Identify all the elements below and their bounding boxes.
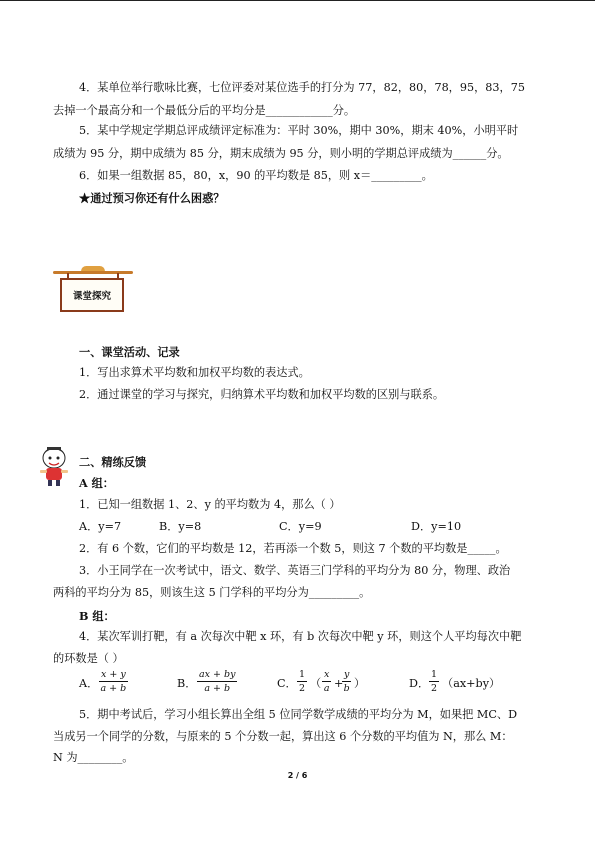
fraction-c-a: a bbox=[323, 683, 330, 694]
page-number: 2 / 6 bbox=[287, 771, 308, 780]
fraction-c-half-denominator: 2 bbox=[299, 683, 306, 694]
question-a1-option-b: B．y=8 bbox=[159, 520, 202, 533]
option-d-expression: （ax+by） bbox=[442, 677, 501, 690]
question-b4-option-c-label: C． bbox=[277, 677, 297, 690]
section-1-item-1: 1．写出求算术平均数和加权平均数的表达式。 bbox=[79, 366, 310, 379]
fraction-b bbox=[197, 669, 237, 694]
sign-label: 课堂探究 bbox=[72, 291, 111, 302]
fraction-a-denominator: a + b bbox=[100, 683, 127, 694]
fraction-a bbox=[99, 669, 128, 694]
fraction-a-numerator: x + y bbox=[101, 669, 126, 680]
fraction-d-half-denominator: 2 bbox=[431, 683, 438, 694]
fraction-c-x-over-a bbox=[322, 669, 331, 694]
question-4-line-1: 4．某单位举行歌咏比赛，七位评委对某位选手的打分为 77，82，80，78，95，83，75 bbox=[79, 81, 525, 94]
question-a3-line-1: 3．小王同学在一次考试中，语文、数学、英语三门学科的平均分为 80 分，物理、政治 bbox=[79, 564, 511, 577]
question-4-line-2: 去掉一个最高分和一个最低分后的平均分是____________分。 bbox=[53, 104, 356, 117]
fraction-b-denominator: a + b bbox=[204, 683, 231, 694]
group-b-label: B 组： bbox=[79, 609, 115, 623]
group-a-label: A 组： bbox=[79, 476, 114, 490]
student-mascot-icon bbox=[37, 443, 71, 487]
page-top-border bbox=[0, 0, 595, 1]
sign-board bbox=[60, 278, 124, 312]
sign-rod bbox=[53, 271, 133, 274]
question-b4-option-d-label: D． bbox=[409, 677, 430, 690]
question-5-line-2: 成绩为 95 分，期中成绩为 85 分，期末成绩为 95 分，则小明的学期总评成绩为______分。 bbox=[53, 147, 509, 160]
confusion-prompt: ★通过预习你还有什么困惑？ bbox=[79, 191, 225, 205]
question-a1-option-c: C．y=9 bbox=[279, 520, 322, 533]
section-2-title: 二、精练反馈 bbox=[79, 455, 147, 469]
question-6: 6．如果一组数据 85，80，x，90 的平均数是 85，则 x＝_________。 bbox=[79, 169, 433, 182]
option-c-plus: + bbox=[334, 677, 344, 690]
fraction-c-half bbox=[297, 669, 307, 694]
class-inquiry-sign bbox=[53, 266, 133, 314]
fraction-c-x: x bbox=[324, 669, 330, 680]
question-b5-line-2: 当成另一个同学的分数，与原来的 5 个分数一起，算出这 6 个分数的平均值为 N，那么 M： bbox=[53, 730, 513, 743]
question-a1: 1．已知一组数据 1、2、y 的平均数为 4，那么（ ） bbox=[79, 498, 341, 511]
fraction-d-half-numerator: 1 bbox=[431, 669, 438, 680]
question-a2: 2．有 6 个数，它们的平均数是 12，若再添一个数 5，则这 7 个数的平均数是_____。 bbox=[79, 542, 507, 555]
option-c-open-paren: （ bbox=[310, 677, 322, 690]
question-b4-line-2: 的环数是（ ） bbox=[53, 652, 124, 665]
section-1-title: 一、课堂活动、记录 bbox=[79, 345, 180, 359]
question-b4-option-b-label: B． bbox=[177, 677, 197, 690]
fraction-c-half-numerator: 1 bbox=[299, 669, 306, 680]
option-c-close-paren: ） bbox=[354, 677, 366, 690]
question-b4-option-a-label: A． bbox=[79, 677, 99, 690]
question-b4-line-1: 4．某次军训打靶，有 a 次每次中靶 x 环，有 b 次每次中靶 y 环，则这个人平均每次中靶 bbox=[79, 630, 522, 643]
question-b5-line-1: 5．期中考试后，学习小组长算出全组 5 位同学数学成绩的平均分为 M，如果把 MC、D bbox=[79, 708, 518, 721]
fraction-c-y-over-b bbox=[342, 669, 351, 694]
fraction-b-numerator: ax + by bbox=[199, 669, 236, 680]
fraction-c-b: b bbox=[343, 683, 350, 694]
question-a1-option-a: A．y=7 bbox=[79, 520, 122, 533]
section-1-item-2: 2．通过课堂的学习与探究，归纳算术平均数和加权平均数的区别与联系。 bbox=[79, 388, 445, 401]
question-a3-line-2: 两科的平均分为 85，则该生这 5 门学科的平均分为_________。 bbox=[53, 586, 371, 599]
question-5-line-1: 5．某中学规定学期总评成绩评定标准为：平时 30%，期中 30%，期末 40%，小明平时 bbox=[79, 124, 519, 137]
question-b5-line-3: N 为________。 bbox=[53, 751, 134, 764]
fraction-d-half bbox=[429, 669, 439, 694]
fraction-c-y: y bbox=[344, 669, 350, 680]
question-a1-option-d: D．y=10 bbox=[411, 520, 462, 533]
